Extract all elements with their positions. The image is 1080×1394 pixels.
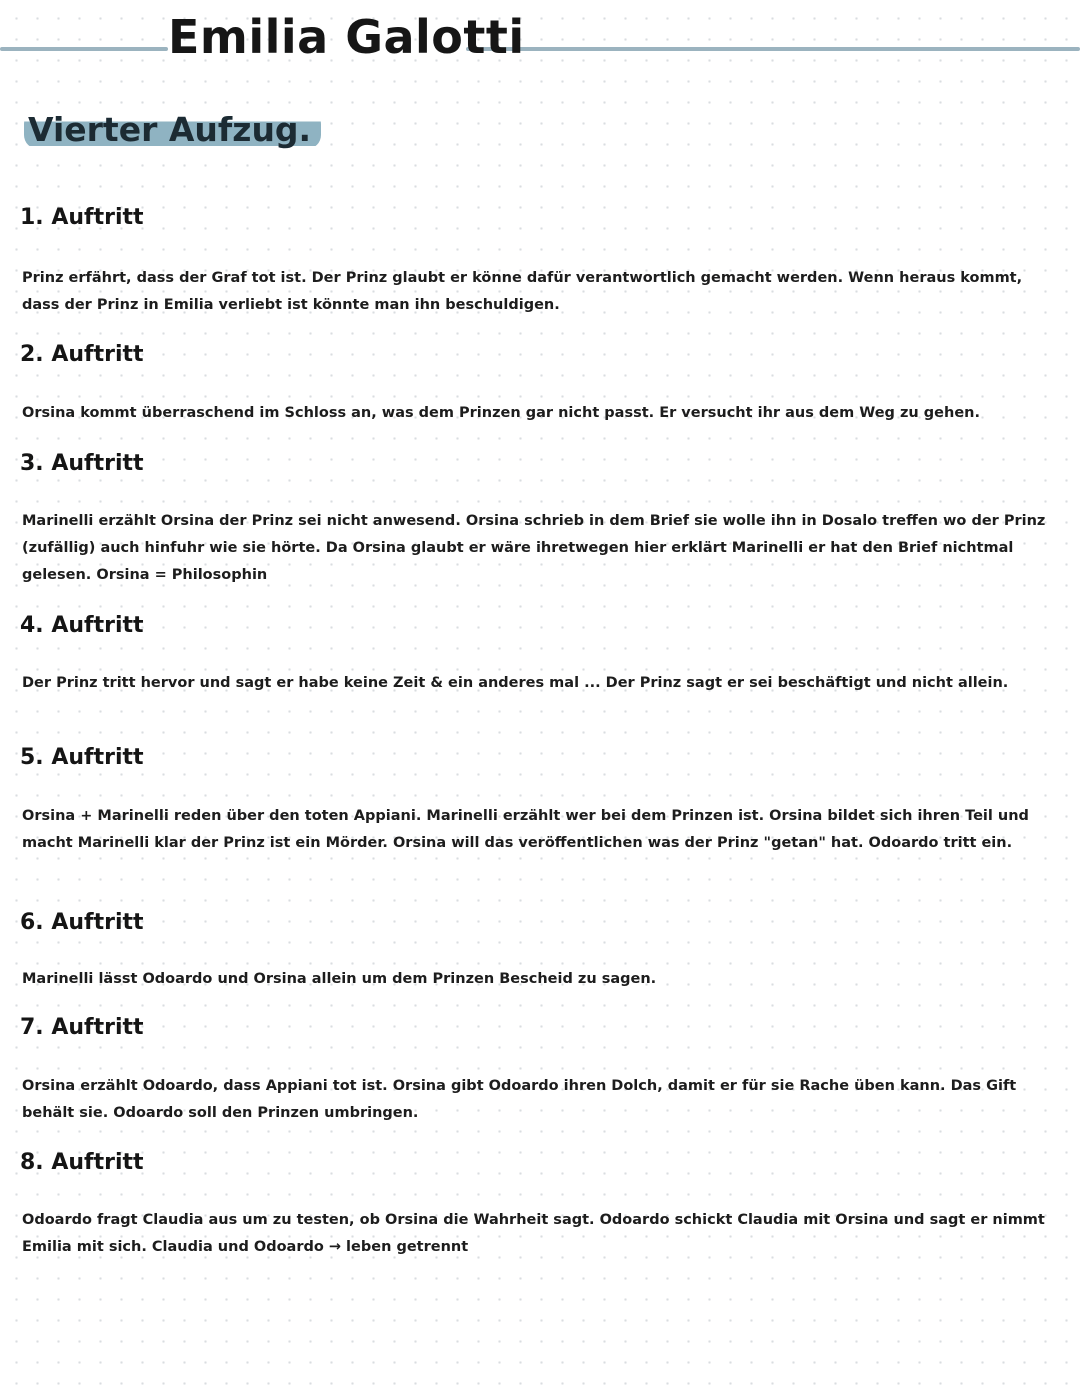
title-line-left [0, 47, 168, 51]
scene-7-text: Orsina erzählt Odoardo, dass Appiani tot ist. Orsina gibt Odoardo ihren Dolch, damit er für sie Rache üben kann. Das Gift behält sie. Odoardo soll den Prinzen umbringen. [22, 1078, 1017, 1121]
scene-4-text: Der Prinz tritt hervor und sagt er habe keine Zeit & ein anderes mal ... Der Prinz sagt er sei beschäftigt und nicht allein. [22, 675, 1009, 691]
act-heading: Vierter Aufzug. [24, 110, 321, 149]
scene-3-text: Marinelli erzählt Orsina der Prinz sei nicht anwesend. Orsina schrieb in dem Brief sie wolle ihn in Dosalo treffen wo der Prinz (zufällig) auch hinfuhr wie sie hörte. Da Orsina glaubt er wäre ihretwegen hier erklärt Marinelli er hat den Brief nichtmal gelesen. Orsina = Philosophin [22, 513, 1046, 583]
scene-6-text: Marinelli lässt Odoardo und Orsina allein um dem Prinzen Bescheid zu sagen. [22, 971, 657, 987]
scene-6-heading: 6. Auftritt [20, 910, 144, 935]
scene-8-heading: 8. Auftritt [20, 1150, 144, 1175]
scene-5-heading: 5. Auftritt [20, 745, 144, 770]
page-title: Emilia Galotti [168, 10, 525, 64]
title-line-right [466, 47, 1080, 51]
scene-2-text: Orsina kommt überraschend im Schloss an, was dem Prinzen gar nicht passt. Er versucht ihr aus dem Weg zu gehen. [22, 405, 980, 421]
scene-1-heading: 1. Auftritt [20, 205, 144, 230]
scene-4-heading: 4. Auftritt [20, 613, 144, 638]
scene-8-text: Odoardo fragt Claudia aus um zu testen, ob Orsina die Wahrheit sagt. Odoardo schickt Claudia mit Orsina und sagt er nimmt Emilia mit sich. Claudia und Odoardo → leben getrennt [22, 1212, 1045, 1255]
scene-2-heading: 2. Auftritt [20, 342, 144, 367]
scene-3-heading: 3. Auftritt [20, 451, 144, 476]
scene-5-text: Orsina + Marinelli reden über den toten Appiani. Marinelli erzählt wer bei dem Prinzen ist. Orsina bildet sich ihren Teil und macht Marinelli klar der Prinz ist ein Mörder. Orsina will das veröffentlichen was der Prinz "getan" hat. Odoardo tritt ein. [22, 808, 1029, 851]
scene-1-text: Prinz erfährt, dass der Graf tot ist. Der Prinz glaubt er könne dafür verantwortlich gemacht werden. Wenn heraus kommt, dass der Prinz in Emilia verliebt ist könnte man ihn beschuldigen. [22, 270, 1023, 313]
scene-7-heading: 7. Auftritt [20, 1015, 144, 1040]
